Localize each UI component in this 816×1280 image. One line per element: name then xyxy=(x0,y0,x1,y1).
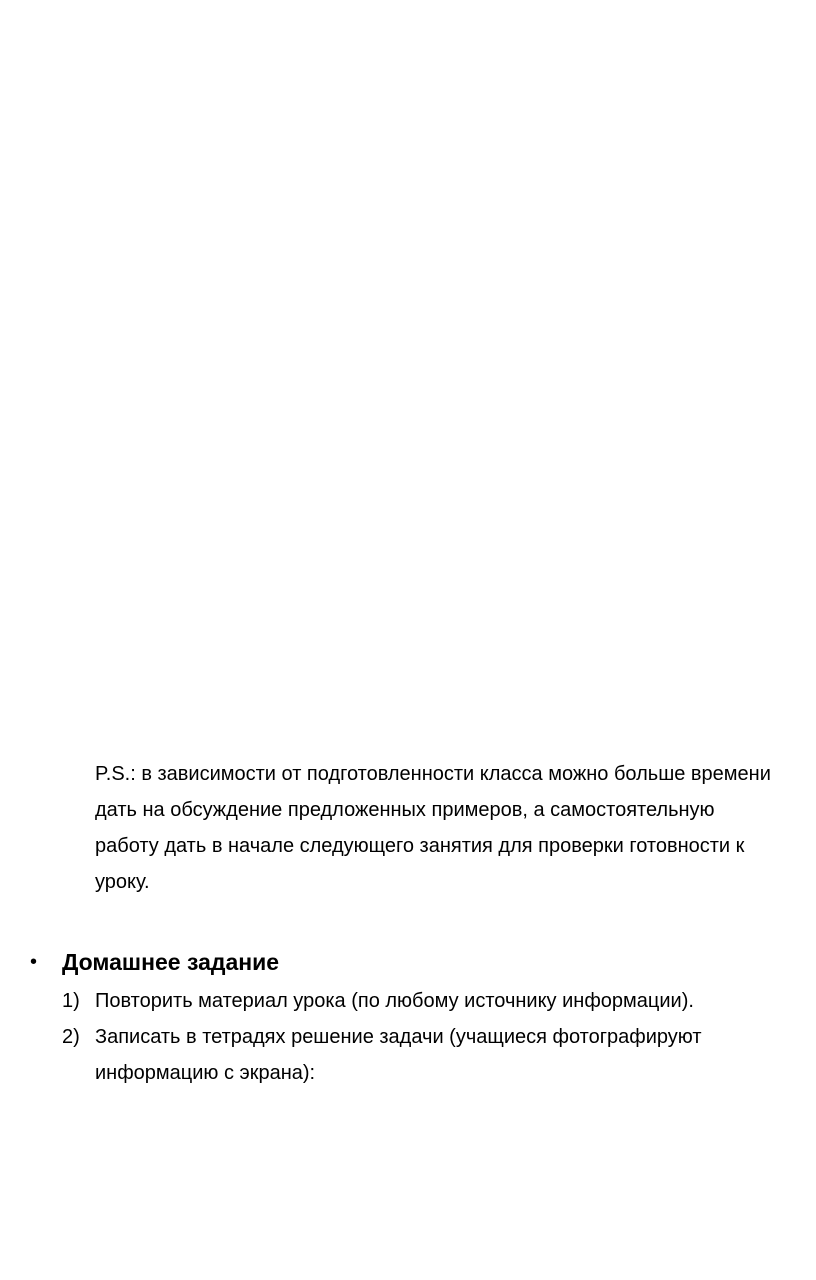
ps-note-line: P.S.: в зависимости от подготовленности класса можно больше времени xyxy=(95,763,771,785)
list-item-number: 1) xyxy=(62,990,80,1012)
list-item-text: Записать в тетрадях решение задачи (учащиеся фотографируют xyxy=(95,1026,702,1048)
list-item-text: информацию с экрана): xyxy=(95,1062,316,1084)
ps-note-line: работу дать в начале следующего занятия для проверки готовности к xyxy=(95,835,745,857)
list-item-text: Повторить материал урока (по любому источнику информации). xyxy=(95,990,694,1012)
bullet-icon: • xyxy=(30,951,38,973)
list-item-number: 2) xyxy=(62,1026,80,1048)
homework-heading: Домашнее задание xyxy=(62,949,280,975)
ps-note-line: уроку. xyxy=(95,871,150,893)
ps-note-line: дать на обсуждение предложенных примеров, а самостоятельную xyxy=(95,799,715,821)
